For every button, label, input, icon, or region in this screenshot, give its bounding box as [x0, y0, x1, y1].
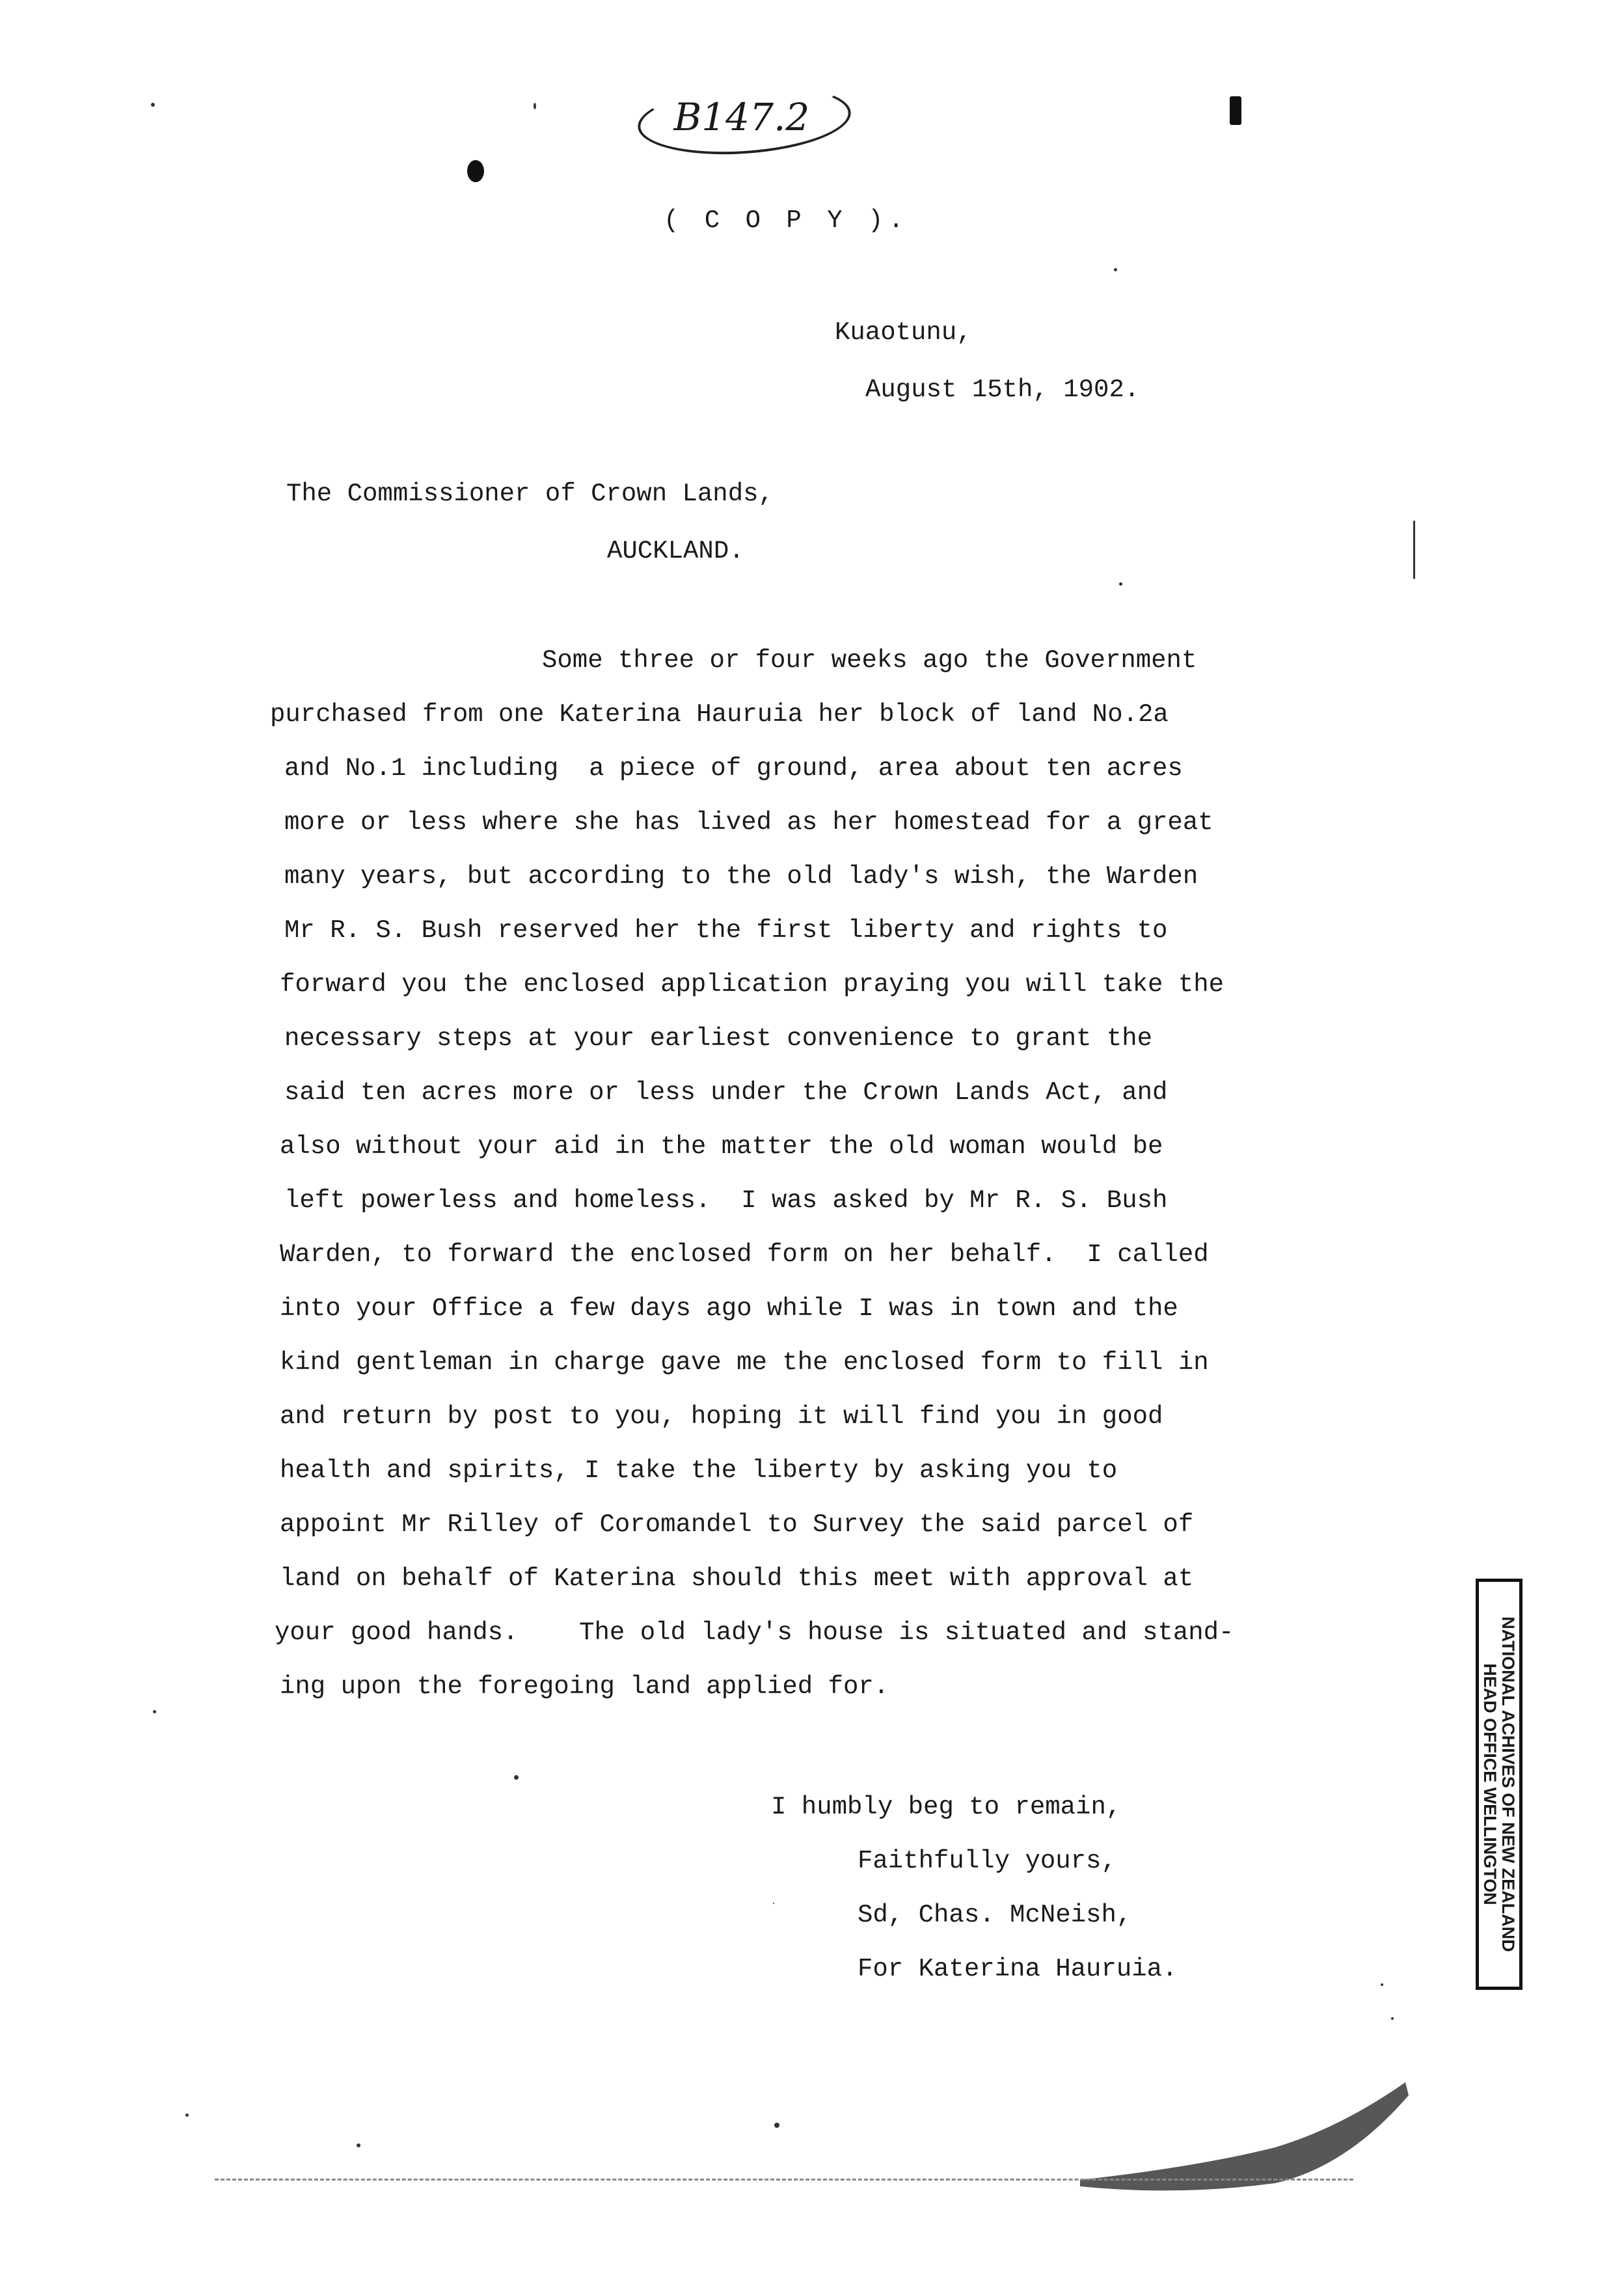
body-line: Mr R. S. Bush reserved her the first liberty and rights to [284, 916, 1168, 945]
body-line: left powerless and homeless. I was asked by Mr R. S. Bush [284, 1186, 1168, 1215]
body-line: forward you the enclosed application praying you will take the [280, 970, 1225, 999]
scan-speck [773, 1903, 774, 1904]
body-line: appoint Mr Rilley of Coromandel to Survey the said parcel of [280, 1510, 1194, 1539]
letter-date: August 15th, 1902. [865, 375, 1140, 404]
body-line: Warden, to forward the enclosed form on her behalf. I called [280, 1240, 1209, 1269]
body-line: land on behalf of Katerina should this meet with approval at [280, 1564, 1194, 1593]
stamp-line-2: HEAD OFFICE WELLINGTON [1480, 1663, 1500, 1905]
body-line: kind gentleman in charge gave me the enclosed form to fill in [280, 1348, 1209, 1377]
archive-stamp [1476, 1579, 1522, 1990]
scan-speck [1413, 521, 1415, 579]
scan-speck [357, 2143, 360, 2147]
scan-speck [1391, 2017, 1394, 2020]
closing-line-4: For Katerina Hauruia. [858, 1955, 1178, 1983]
scan-speck [534, 103, 536, 109]
scan-speck [1381, 1983, 1383, 1986]
scan-speck [1119, 582, 1122, 586]
body-line: ing upon the foregoing land applied for. [280, 1672, 889, 1701]
body-line: necessary steps at your earliest convenience to grant the [284, 1024, 1153, 1053]
body-line: said ten acres more or less under the Crown Lands Act, and [284, 1078, 1168, 1107]
body-line: and return by post to you, hoping it will find you in good [280, 1402, 1163, 1431]
scan-speck [514, 1775, 519, 1780]
scan-speck [185, 2114, 189, 2117]
scan-speck [151, 103, 155, 107]
body-line: more or less where she has lived as her homestead for a great [284, 808, 1213, 837]
scan-edge-line [215, 2179, 1353, 2181]
body-line: health and spirits, I take the liberty by asking you to [280, 1456, 1118, 1485]
stamp-line-1: NATIONAL ACHIVES OF NEW ZEALAND [1498, 1616, 1518, 1952]
archive-reference: B147.2 [673, 95, 810, 139]
ink-blot [467, 160, 484, 182]
scan-speck [153, 1710, 156, 1713]
recipient-line-1: The Commissioner of Crown Lands, [286, 480, 774, 508]
scan-speck [1114, 268, 1117, 271]
body-line: also without your aid in the matter the old woman would be [280, 1132, 1163, 1161]
scan-speck [774, 2123, 779, 2128]
body-line: Some three or four weeks ago the Government [542, 646, 1197, 675]
body-line: many years, but according to the old lady's wish, the Warden [284, 862, 1198, 891]
closing-line-2: Faithfully yours, [858, 1847, 1116, 1875]
letter-place: Kuaotunu, [835, 318, 972, 347]
body-line: into your Office a few days ago while I was in town and the [280, 1294, 1178, 1323]
ink-blot [1230, 96, 1241, 125]
body-line: your good hands. The old lady's house is situated and stand- [275, 1618, 1234, 1647]
body-line: and No.1 including a piece of ground, area about ten acres [284, 754, 1183, 783]
closing-line-3: Sd, Chas. McNeish, [858, 1901, 1132, 1929]
copy-label: ( C O P Y ). [664, 206, 909, 235]
closing-line-1: I humbly beg to remain, [771, 1793, 1122, 1821]
body-line: purchased from one Katerina Hauruia her block of land No.2a [270, 700, 1169, 729]
recipient-line-2: AUCKLAND. [607, 537, 744, 565]
